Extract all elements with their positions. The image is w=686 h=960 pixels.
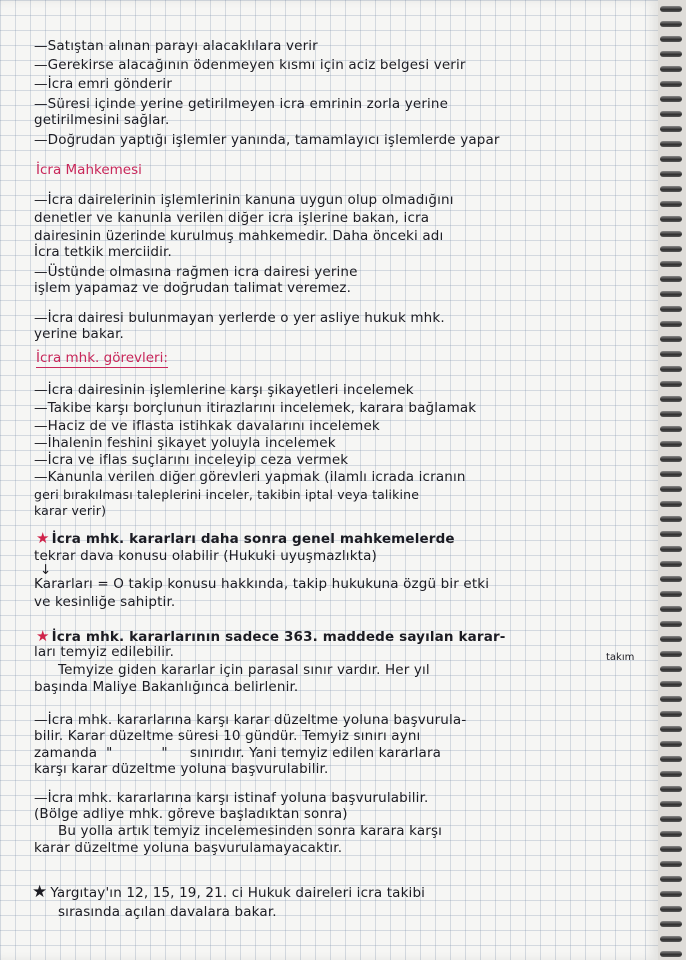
spiral-ring — [660, 336, 682, 342]
note-line: —Satıştan alınan parayı alacaklılara verir — [34, 38, 318, 54]
down-arrow: ↓ — [40, 562, 52, 578]
spiral-ring — [660, 921, 682, 927]
spiral-ring — [660, 516, 682, 522]
note-line: —Haciz de ve iflasta istihkak davalarını incelemek — [34, 418, 380, 434]
note-insert: takım — [606, 652, 635, 663]
note-line: denetler ve kanunla verilen diğer icra işlerine bakan, icra — [34, 210, 430, 226]
spiral-binding — [658, 0, 686, 960]
note-line: —İcra dairesi bulunmayan yerlerde o yer asliye hukuk mhk. — [34, 310, 445, 326]
spiral-ring — [660, 501, 682, 507]
note-line: Kararları = O takip konusu hakkında, takip hukukuna özgü bir etki — [34, 576, 490, 592]
spiral-ring — [660, 51, 682, 57]
spiral-ring — [660, 531, 682, 537]
spiral-ring — [660, 321, 682, 327]
note-line-starred — [32, 884, 652, 902]
spiral-ring — [660, 471, 682, 477]
spiral-ring — [660, 591, 682, 597]
spiral-ring — [660, 246, 682, 252]
note-line: karar düzeltme yoluna başvurulamayacaktır. — [34, 840, 343, 856]
spiral-ring — [660, 666, 682, 672]
spiral-ring — [660, 306, 682, 312]
spiral-ring — [660, 606, 682, 612]
spiral-ring — [660, 936, 682, 942]
spiral-ring — [660, 711, 682, 717]
spiral-ring — [660, 486, 682, 492]
note-line: (Bölge adliye mhk. göreve başladıktan sonra) — [34, 806, 348, 822]
spiral-ring — [660, 276, 682, 282]
note-line: zamanda " " sınırıdır. Yani temyiz edilen kararlara — [34, 745, 442, 761]
spiral-ring — [660, 741, 682, 747]
spiral-ring — [660, 81, 682, 87]
note-line: ve kesinliğe sahiptir. — [34, 594, 176, 610]
spiral-ring — [660, 6, 682, 12]
spiral-ring — [660, 726, 682, 732]
spiral-ring — [660, 96, 682, 102]
note-line: —Gerekirse alacağının ödenmeyen kısmı için aciz belgesi verir — [34, 57, 466, 73]
note-line: ları temyiz edilebilir. — [34, 644, 175, 660]
note-line: karşı karar düzeltme yoluna başvurulabilir. — [34, 761, 329, 777]
spiral-ring — [660, 21, 682, 27]
note-line: geri bırakılması taleplerini inceler, takibin iptal veya talikine — [34, 487, 420, 502]
spiral-ring — [660, 381, 682, 387]
spiral-ring — [660, 651, 682, 657]
note-line: karar verir) — [34, 503, 107, 518]
spiral-ring — [660, 231, 682, 237]
note-line: getirilmesini sağlar. — [34, 112, 170, 128]
spiral-ring — [660, 441, 682, 447]
note-line: Bu yolla artık temyiz incelemesinden sonra karara karşı — [58, 823, 443, 839]
note-line: sırasında açılan davalara bakar. — [58, 904, 277, 920]
spiral-ring — [660, 171, 682, 177]
spiral-ring — [660, 891, 682, 897]
note-line: İcra tetkik merciidir. — [34, 244, 172, 260]
note-text: İcra mhk. kararlarının sadece 363. maddede sayılan karar- — [51, 629, 506, 645]
spiral-ring — [660, 291, 682, 297]
spiral-ring — [660, 576, 682, 582]
note-line: tekrar dava konusu olabilir (Hukuki uyuşmazlıkta) — [34, 548, 377, 564]
spiral-ring — [660, 66, 682, 72]
spiral-ring — [660, 756, 682, 762]
star-icon: ★ — [32, 882, 48, 902]
note-line: dairesinin üzerinde kurulmuş mahkemedir. Daha önceki adı — [34, 228, 444, 244]
spiral-ring — [660, 186, 682, 192]
spiral-ring — [660, 201, 682, 207]
spiral-ring — [660, 261, 682, 267]
star-icon: ★ — [36, 627, 50, 645]
note-line: —İcra mhk. kararlarına karşı istinaf yoluna başvurulabilir. — [34, 790, 429, 806]
spiral-ring — [660, 396, 682, 402]
spiral-ring — [660, 771, 682, 777]
spiral-ring — [660, 696, 682, 702]
note-line: başında Maliye Bakanlığınca belirlenir. — [34, 679, 299, 695]
note-line: bilir. Karar düzeltme süresi 10 gündür. Temyiz sınırı aynı — [34, 728, 421, 744]
note-line: —İcra mhk. kararlarına karşı karar düzeltme yoluna başvurula- — [34, 712, 467, 728]
spiral-ring — [660, 831, 682, 837]
spiral-ring — [660, 216, 682, 222]
spiral-ring — [660, 351, 682, 357]
spiral-ring — [660, 456, 682, 462]
spiral-ring — [660, 621, 682, 627]
spiral-ring — [660, 156, 682, 162]
spiral-ring — [660, 36, 682, 42]
spiral-ring — [660, 801, 682, 807]
spiral-ring — [660, 111, 682, 117]
note-line: —İcra dairesinin işlemlerine karşı şikayetleri incelemek — [34, 382, 414, 398]
spiral-ring — [660, 846, 682, 852]
spiral-ring — [660, 951, 682, 957]
note-text: İcra mhk. kararları daha sonra genel mahkemelerde — [51, 531, 455, 547]
spiral-ring — [660, 681, 682, 687]
spiral-ring — [660, 636, 682, 642]
note-line: —Doğrudan yaptığı işlemler yanında, tamamlayıcı işlemlerde yapar — [34, 132, 500, 148]
note-line: yerine bakar. — [34, 326, 124, 342]
star-icon: ★ — [36, 529, 50, 547]
spiral-ring — [660, 876, 682, 882]
note-text: Yargıtay'ın 12, 15, 19, 21. ci Hukuk daireleri icra takibi — [50, 885, 426, 901]
note-line: —Süresi içinde yerine getirilmeyen icra emrinin zorla yerine — [34, 96, 449, 112]
note-line: işlem yapamaz ve doğrudan talimat veremez. — [34, 280, 352, 296]
spiral-ring — [660, 816, 682, 822]
note-line: —Kanunla verilen diğer görevleri yapmak (ilamlı icrada icranın — [34, 469, 466, 485]
spiral-ring — [660, 561, 682, 567]
gorevler-heading-text: İcra mhk. görevleri: — [36, 350, 168, 366]
spiral-ring — [660, 861, 682, 867]
spiral-ring — [660, 786, 682, 792]
note-line: —İcra emri gönderir — [34, 76, 173, 92]
section-heading-icra-mahkemesi: İcra Mahkemesi — [36, 162, 142, 178]
note-line: Temyize giden kararlar için parasal sınır vardır. Her yıl — [58, 662, 430, 678]
note-line: —İcra ve iflas suçlarını inceleyip ceza vermek — [34, 452, 349, 468]
spiral-ring — [660, 366, 682, 372]
spiral-ring — [660, 126, 682, 132]
note-line: —Takibe karşı borçlunun itirazlarını incelemek, karara bağlamak — [34, 400, 477, 416]
spiral-ring — [660, 546, 682, 552]
note-line-starred — [36, 530, 656, 548]
section-heading-gorevler — [36, 350, 168, 366]
note-line: —Üstünde olmasına rağmen icra dairesi yerine — [34, 264, 358, 280]
spiral-ring — [660, 141, 682, 147]
spiral-ring — [660, 411, 682, 417]
spiral-ring — [660, 906, 682, 912]
spiral-ring — [660, 426, 682, 432]
note-line: —İhalenin feshini şikayet yoluyla incelemek — [34, 435, 336, 451]
note-line: —İcra dairelerinin işlemlerinin kanuna uygun olup olmadığını — [34, 192, 454, 208]
